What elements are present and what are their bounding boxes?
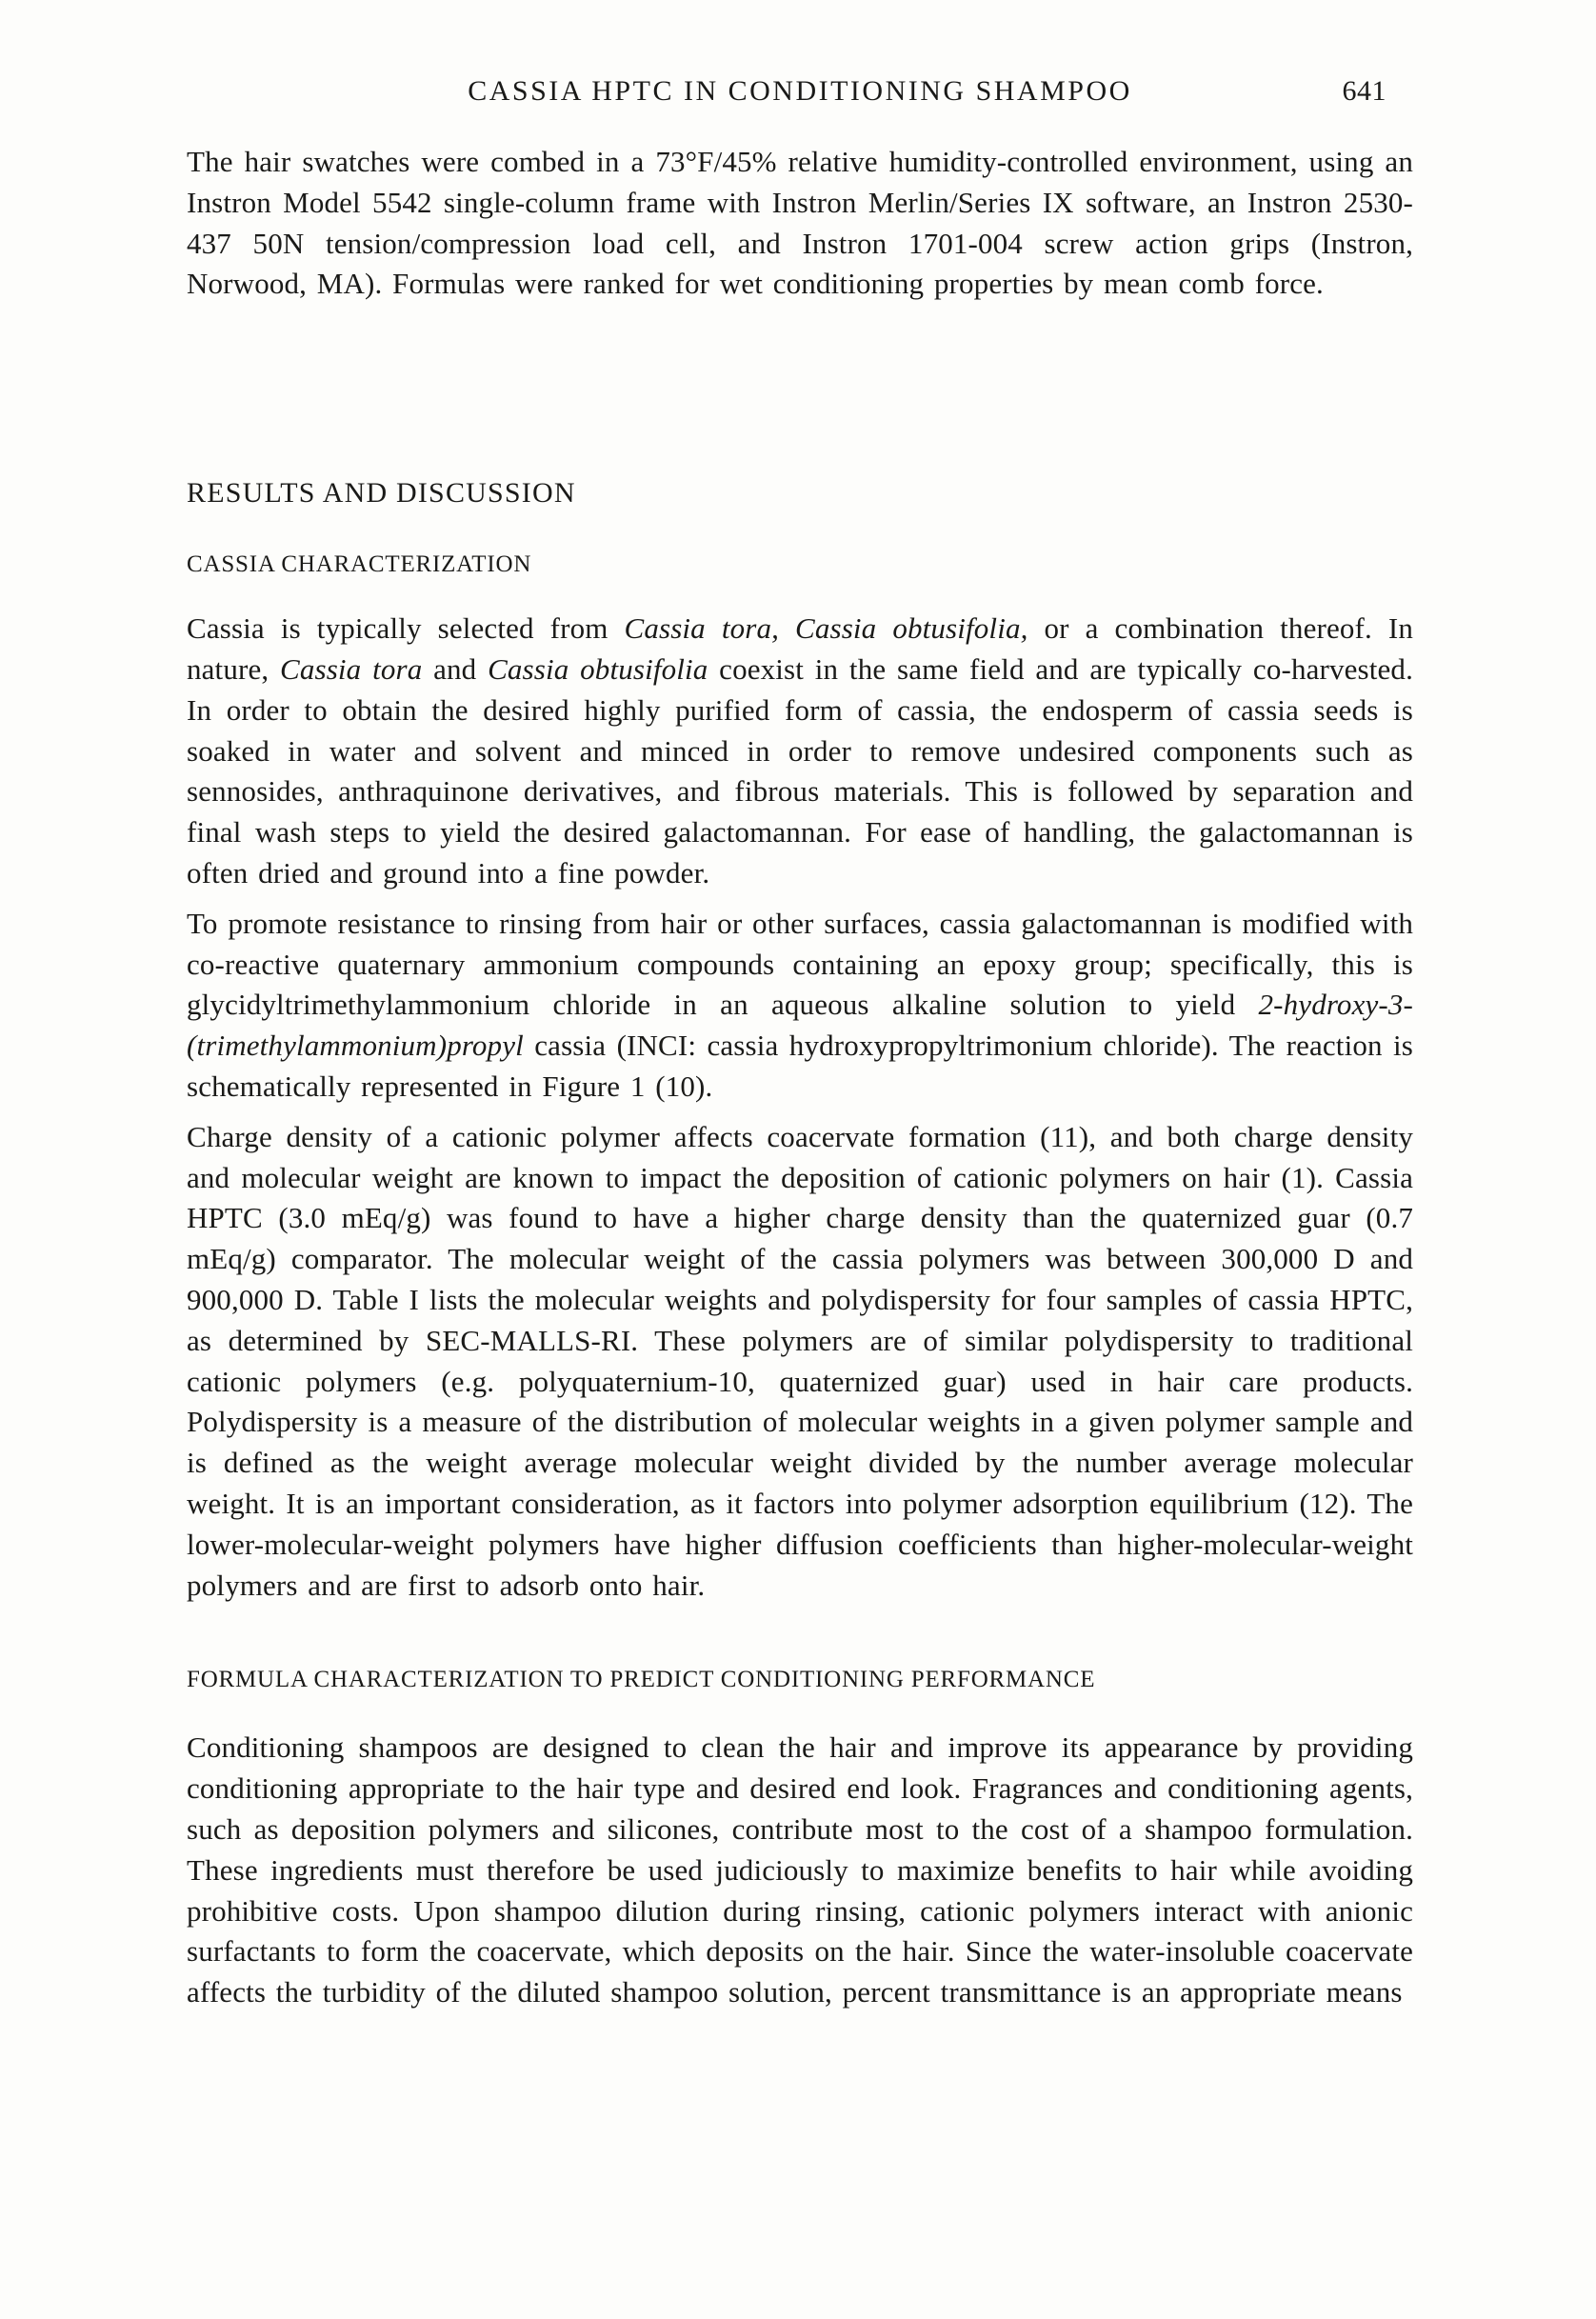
subsection-heading-formula: FORMULA CHARACTERIZATION TO PREDICT CONDITIONING PERFORMANCE [187, 1667, 1096, 1693]
text-segment-species-italic: Cassia tora [280, 651, 423, 686]
article-body [187, 142, 1413, 2013]
paragraph-cassia-characterization [187, 609, 1413, 894]
subsection-heading-cassia: CASSIA CHARACTERIZATION [187, 551, 532, 578]
text-segment: To promote resistance to rinsing from hair or other surfaces, cassia galactomannan is modified with co-reactive quaternary ammonium compounds containing an epoxy group; specifically, this is glycidyltrimethylammonium chloride in an aqueous alkaline solution to yield [187, 906, 1413, 1022]
text-segment: cassia (INCI: cassia hydroxypropyltrimonium chloride). The reaction is schematically represented in Figure 1 (10). [187, 1029, 1413, 1103]
paragraph-methods: The hair swatches were combed in a 73°F/45% relative humidity-controlled environment, using an Instron Model 5542 single-column frame with Instron Merlin/Series IX software, an Instron 2530-437 50N tension/compression load cell, and Instron 1701-004 screw action grips (Instron, Norwood, MA). Formulas were ranked for wet conditioning properties by mean comb force. [187, 145, 1413, 301]
paragraph-conditioning-shampoos: Conditioning shampoos are designed to clean the hair and improve its appearance by providing conditioning appropriate to the hair type and desired end look. Fragrances and conditioning agents, such as deposition polymers and silicones, contribute most to the cost of a shampoo formulation. These ingredients must therefore be used judiciously to maximize benefits to hair while avoiding prohibitive costs. Upon shampoo dilution during rinsing, cationic polymers interact with anionic surfactants to form the coacervate, which deposits on the hair. Since the water-insoluble coacervate affects the turbidity of the diluted shampoo solution, percent transmittance is an appropriate means [187, 1730, 1413, 2009]
text-segment: Cassia is typically selected from [187, 611, 625, 646]
text-segment: and [422, 651, 489, 686]
text-segment-species-italic: Cassia obtusifolia [488, 651, 708, 686]
text-segment: coexist in the same field and are typically co-harvested. In order to obtain the desired highly purified form of cassia, the endosperm of cassia seeds is soaked in water and solvent and minced in order to remove undesired components such as sennosides, anthraquinone derivatives, and fibrous materials. This is followed by separation and final wash steps to yield the desired galactomannan. For ease of handling, the galactomannan is often dried and ground into a fine powder. [187, 651, 1413, 890]
section-heading-results: RESULTS AND DISCUSSION [187, 477, 576, 510]
text-segment: or a combination thereof. In nature, [187, 611, 1414, 686]
paragraph-modification [187, 904, 1413, 1108]
running-title: CASSIA HPTC IN CONDITIONING SHAMPOO [468, 75, 1132, 107]
text-segment-chemical-italic: 2-hydroxy-3-(trimethylammonium)propyl [187, 988, 1413, 1063]
text-segment-species-italic: Cassia tora, Cassia obtusifolia, [624, 611, 1028, 646]
page-number: 641 [1342, 75, 1387, 107]
running-head [187, 70, 1413, 111]
paragraph-charge-density: Charge density of a cationic polymer affects coacervate formation (11), and both charge density and molecular weight are known to impact the deposition of cationic polymers on hair (1). Cassia HPTC (3.0 mEq/g) was found to have a higher charge density than the quaternized guar (0.7 mEq/g) comparator. The molecular weight of the cassia polymers was between 300,000 D and 900,000 D. Table I lists the molecular weights and polydispersity for four samples of cassia HPTC, as determined by SEC-MALLS-RI. These polymers are of similar polydispersity to traditional cationic polymers (e.g. polyquaternium-10, quaternized guar) used in hair care products. Polydispersity is a measure of the distribution of molecular weights in a given polymer sample and is defined as the weight average molecular weight divided by the number average molecular weight. It is an important consideration, as it factors into polymer adsorption equilibrium (12). The lower-molecular-weight polymers have higher diffusion coefficients than higher-molecular-weight polymers and are first to adsorb onto hair. [187, 1119, 1413, 1602]
